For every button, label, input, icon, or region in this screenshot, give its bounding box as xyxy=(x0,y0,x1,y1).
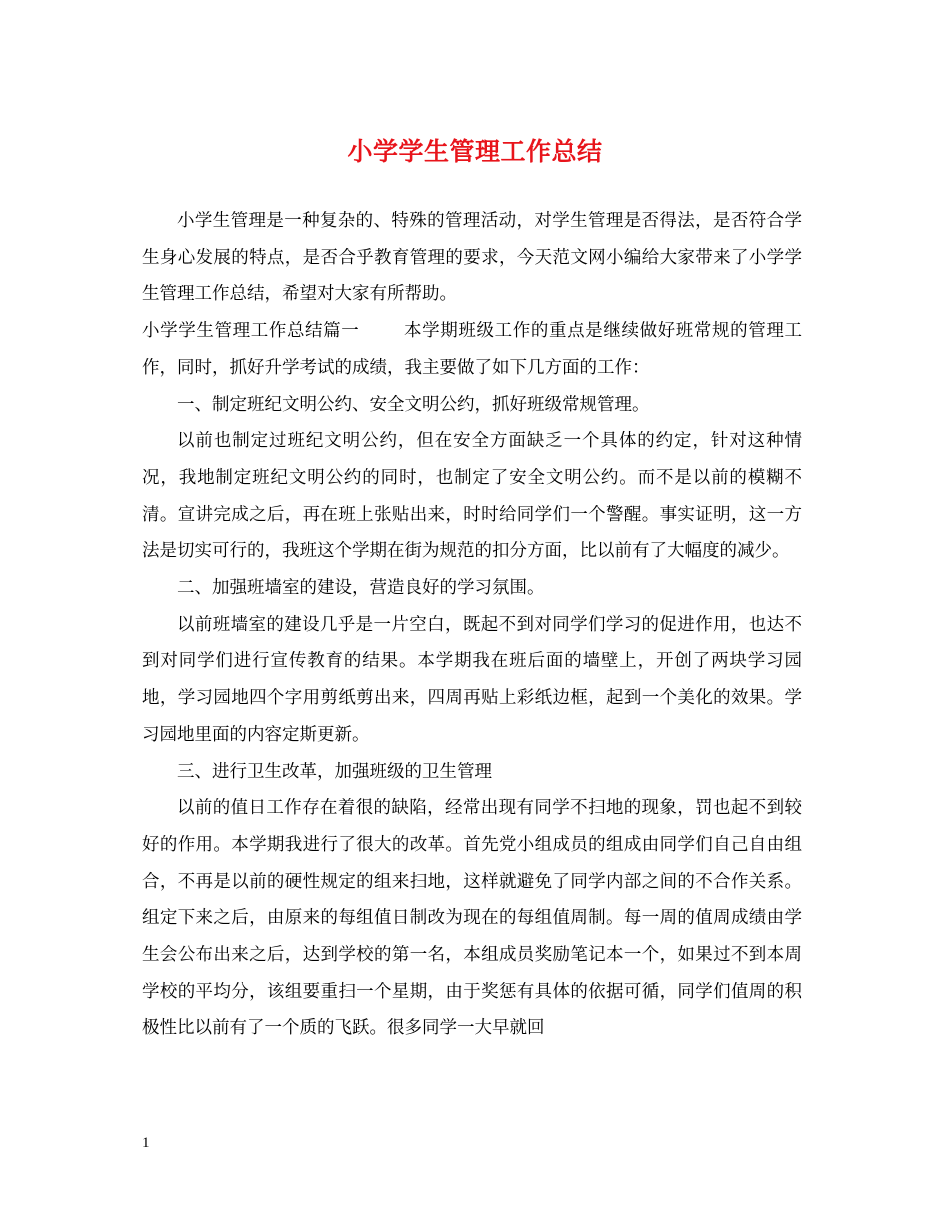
section-heading-lead: 小学学生管理工作总结篇一 xyxy=(142,321,360,342)
point-1-body: 以前也制定过班纪文明公约，但在安全方面缺乏一个具体的约定，针对这种情况，我地制定班纪文明公约的同时，也制定了安全文明公约。而不是以前的模糊不清。宣讲完成之后，再在班上张贴出来，时时给同学们一个警醒。事实证明，这一方法是切实可行的，我班这个学期在街为规范的扣分方面，比以前有了大幅度的减少。 xyxy=(142,431,802,562)
document-title: 小学学生管理工作总结 xyxy=(347,137,603,166)
paragraph-section-heading xyxy=(142,313,802,386)
document-body xyxy=(142,203,802,1047)
section-heading-text: 本学期班级工作的重点是继续做好班常规的管理工作，同时，抓好升学考试的成绩，我主要做了如下几方面的工作： xyxy=(142,321,803,378)
point-1-heading: 一、制定班纪文明公约、安全文明公约，抓好班级常规管理。 xyxy=(177,394,650,415)
point-3-body: 以前的值日工作存在着很的缺陷，经常出现有同学不扫地的现象，罚也起不到较好的作用。本学期我进行了很大的改革。首先党小组成员的组成由同学们自己自由组合，不再是以前的硬性规定的组来扫地，这样就避免了同学内部之间的不合作关系。组定下来之后，由原来的每组值日制改为现在的每组值周制。每一周的值周成绩由学生会公布出来之后，达到学校的第一名，本组成员奖励笔记本一个，如果过不到本周学校的平均分，该组要重扫一个星期，由于奖惩有具体的依据可循，同学们值周的积极性比以前有了一个质的飞跃。很多同学一大早就回 xyxy=(142,798,802,1039)
page-number: 1 xyxy=(142,1135,150,1151)
point-3-heading: 三、进行卫生改革，加强班级的卫生管理 xyxy=(177,761,492,782)
paragraph-intro: 小学生管理是一种复杂的、特殊的管理活动，对学生管理是否得法，是否符合学生身心发展的特点，是否合乎教育管理的要求，今天范文网小编给大家带来了小学学生管理工作总结，希望对大家有所帮助。 xyxy=(142,211,802,305)
point-2-body: 以前班墙室的建设几乎是一片空白，既起不到对同学们学习的促进作用，也达不到对同学们进行宣传教育的结果。本学期我在班后面的墙壁上，开创了两块学习园地，学习园地四个字用剪纸剪出来，四周再贴上彩纸边框，起到一个美化的效果。学习园地里面的内容定斯更新。 xyxy=(142,614,802,745)
point-2-heading: 二、加强班墙室的建设，营造良好的学习氛围。 xyxy=(177,578,545,599)
